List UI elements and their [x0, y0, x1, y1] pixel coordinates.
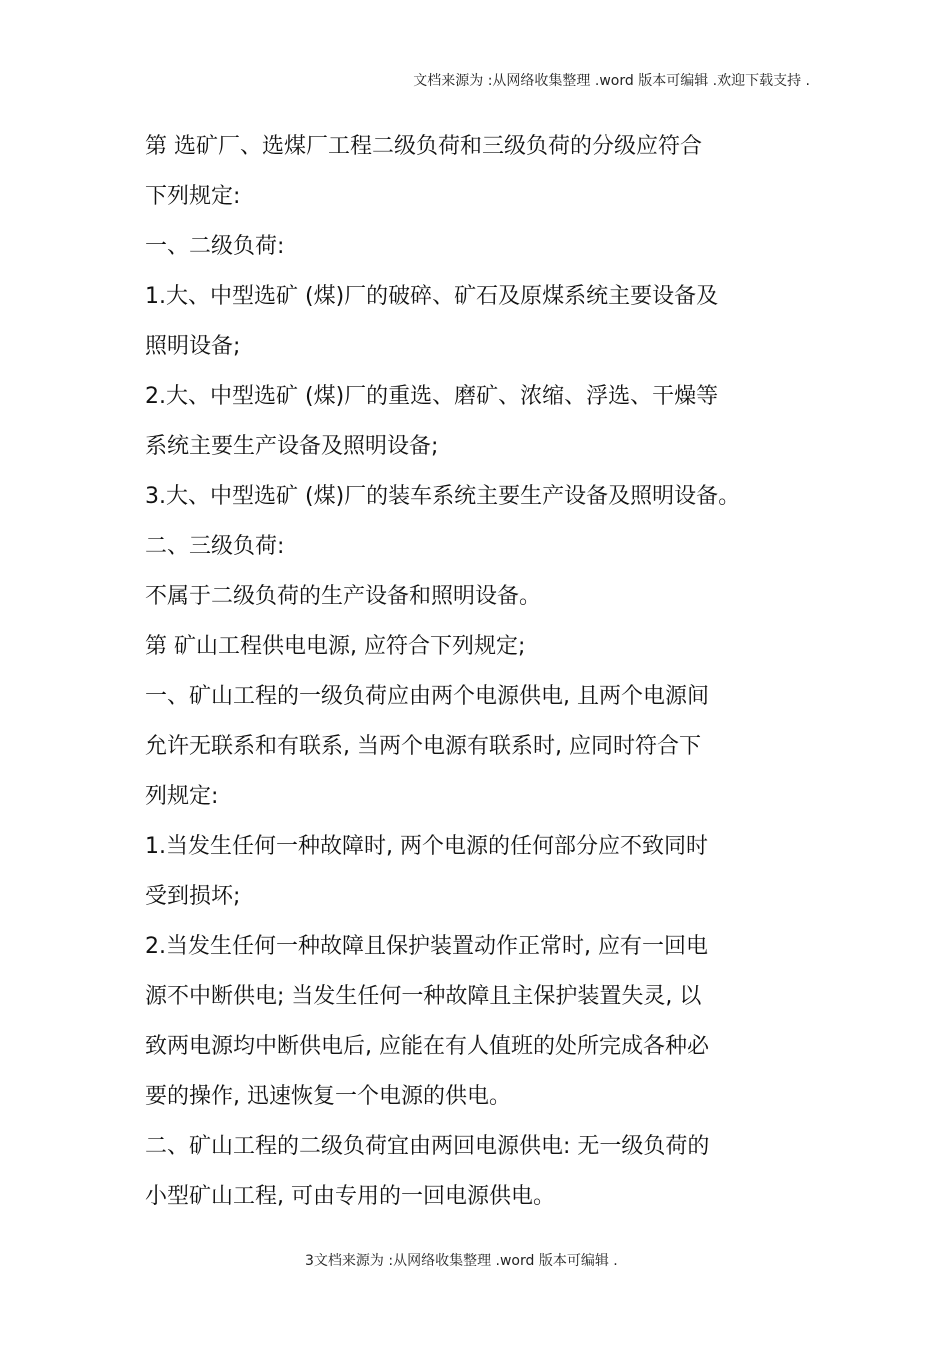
list-item-1: 1.大、中型选矿 (煤)厂的破碎、矿石及原煤系统主要设备及	[145, 284, 719, 309]
list-item-3: 3.大、中型选矿 (煤)厂的装车系统主要生产设备及照明设备。	[145, 484, 741, 509]
subheading-level-two-load: 一、二级负荷:	[145, 234, 285, 259]
paragraph-line: 允许无联系和有联系, 当两个电源有联系时, 应同时符合下	[145, 734, 701, 759]
page-header: 文档来源为 :从网络收集整理 .word 版本可编辑 .欢迎下载支持 .	[413, 73, 810, 89]
paragraph-line: 要的操作, 迅速恢复一个电源的供电。	[145, 1084, 511, 1109]
subheading-level-three-load: 二、三级负荷:	[145, 534, 285, 559]
list-item-2: 2.大、中型选矿 (煤)厂的重选、磨矿、浓缩、浮选、干燥等	[145, 384, 719, 409]
paragraph-line: 不属于二级负荷的生产设备和照明设备。	[145, 584, 542, 609]
paragraph-line: 下列规定:	[145, 184, 241, 209]
paragraph-line: 致两电源均中断供电后, 应能在有人值班的处所完成各种必	[145, 1034, 709, 1059]
section-heading-grading: 第 选矿厂、选煤厂工程二级负荷和三级负荷的分级应符合	[145, 134, 702, 159]
paragraph-line: 列规定:	[145, 784, 219, 809]
paragraph-line: 照明设备;	[145, 334, 241, 359]
paragraph-line: 受到损坏;	[145, 884, 241, 909]
paragraph-line: 一、矿山工程的一级负荷应由两个电源供电, 且两个电源间	[145, 684, 709, 709]
document-body	[145, 122, 785, 1222]
list-item-2: 2.当发生任何一种故障且保护装置动作正常时, 应有一回电	[145, 934, 708, 959]
paragraph-line: 小型矿山工程, 可由专用的一回电源供电。	[145, 1184, 555, 1209]
paragraph-line: 系统主要生产设备及照明设备;	[145, 434, 439, 459]
list-item-1: 1.当发生任何一种故障时, 两个电源的任何部分应不致同时	[145, 834, 708, 859]
section-heading-power-supply: 第 矿山工程供电电源, 应符合下列规定;	[145, 634, 526, 659]
paragraph-line: 二、矿山工程的二级负荷宜由两回电源供电: 无一级负荷的	[145, 1134, 710, 1159]
paragraph-line: 源不中断供电; 当发生任何一种故障且主保护装置失灵, 以	[145, 984, 702, 1009]
page-footer: 3文档来源为 :从网络收集整理 .word 版本可编辑 .	[305, 1253, 618, 1269]
